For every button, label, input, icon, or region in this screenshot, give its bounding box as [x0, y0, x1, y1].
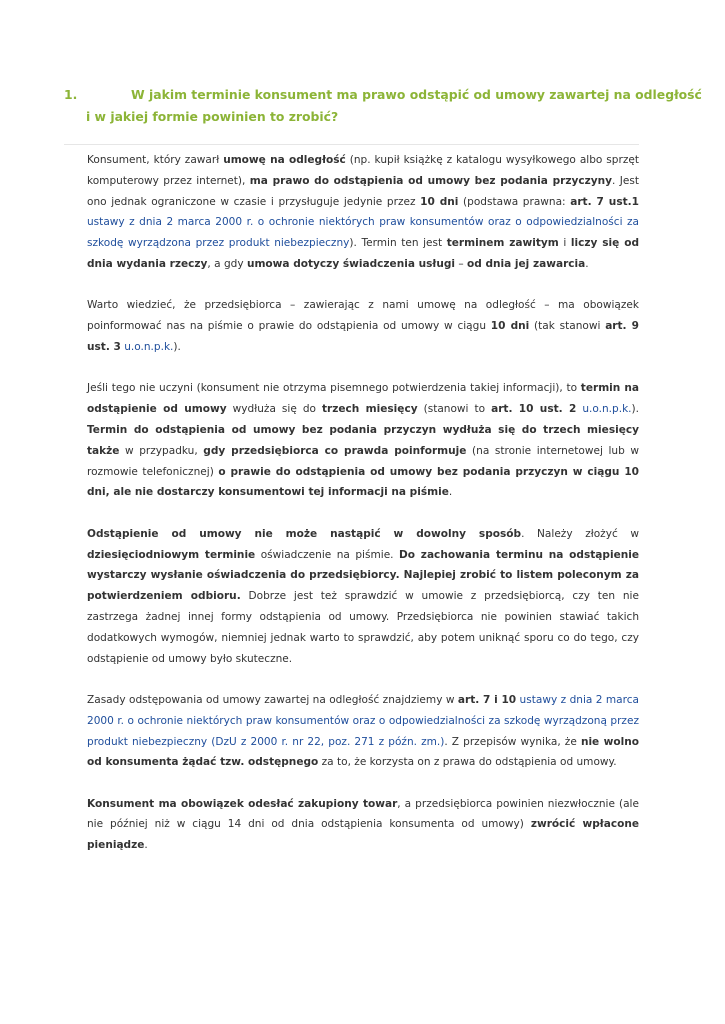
heading-divider: [64, 144, 639, 145]
text: (podstawa prawna:: [458, 195, 571, 208]
text: . Z przepisów wynika, że: [444, 735, 581, 748]
paragraph-information-duty: [87, 295, 639, 357]
paragraph-return-of-goods: [87, 794, 639, 856]
emphasis: liczy się od dnia wydania rzeczy: [87, 237, 639, 270]
emphasis: trzech miesięcy: [322, 403, 418, 416]
law-reference: u.o.n.p.k.: [576, 403, 632, 416]
emphasis: od dnia jej zawarcia: [466, 257, 586, 270]
text: Warto wiedzieć, że przedsiębiorca – zawierając z nami umowę na odległość – ma obowiązek poinformować nas na piśmie o prawie do odstąpienia od umowy w ciągu: [87, 299, 639, 333]
law-reference: u.o.n.p.k.: [120, 340, 174, 353]
law-reference: ustawy z dnia 2 marca 2000 r. o ochronie niektórych praw konsumentów oraz o odpowiedzialności za szkodę wyrządzona przez produkt niebezpieczny: [87, 216, 639, 250]
text: za to, że korzysta on z prawa do odstąpienia od umowy.: [318, 756, 617, 769]
text: (tak stanowi: [529, 320, 606, 333]
emphasis: umowa dotyczy świadczenia usługi: [246, 257, 455, 270]
emphasis: Termin do odstąpienia od umowy bez podania przyczyn wydłuża się do trzech miesięcy także: [87, 423, 639, 457]
emphasis: Odstąpienie od umowy nie może nastąpić w dowolny sposób: [87, 527, 522, 540]
emphasis: Do zachowania terminu na odstąpienie wystarczy wysłanie oświadczenia do przedsiębiorcy. Najlepiej zrobić to listem poleconym za potwierdzeniem odbioru.: [87, 548, 640, 603]
answer-body: [87, 150, 639, 877]
emphasis: nie wolno od konsumenta żądać tzw. odstępnego: [87, 735, 639, 769]
text: , a przedsiębiorca powinien niezwłocznie (ale nie później niż w ciągu 14 dni od dnia odstąpienia konsumenta od umowy): [87, 797, 639, 831]
text: w przypadku,: [119, 444, 204, 457]
emphasis: terminem zawitym: [446, 237, 559, 250]
emphasis: 10 dni: [490, 320, 530, 333]
text: wydłuża się do: [226, 403, 323, 416]
text: . Jest ono jednak ograniczone w czasie i przysługuje jedynie przez: [87, 174, 639, 208]
emphasis: art. 9 ust. 3: [87, 320, 639, 353]
paragraph-withdrawal-right: [87, 150, 639, 275]
text: Dobrze jest też sprawdzić w umowie z przedsiębiorcą, czy ten nie zastrzega żadnej innej formy odstąpienia od umowy. Przedsiębiorca nie powinien stawiać takich dodatkowych wymogów, niemniej jednak warto to sprawdzić, aby potem uniknąć sporu co do tego, czy odstąpienie od umowy było skuteczne.: [87, 590, 639, 665]
text: –: [455, 257, 467, 270]
text: Konsument, który zawarł: [87, 154, 224, 166]
text: , a gdy: [207, 257, 247, 270]
text: oświadczenie na piśmie.: [255, 548, 400, 561]
text: .: [585, 257, 589, 270]
question-number: 1.: [64, 87, 78, 102]
text: (na stronie internetowej lub w rozmowie telefonicznej): [87, 444, 639, 478]
emphasis: o prawie do odstąpienia od umowy bez podania przyczyn w ciągu 10 dni, ale nie dostarczy konsumentowi tej informacji na piśmie: [87, 465, 639, 499]
text: .: [144, 839, 148, 852]
paragraph-extended-term: [87, 378, 639, 503]
text: Zasady odstępowania od umowy zawartej na odległość znajdziemy w: [87, 693, 458, 706]
text: i: [558, 237, 571, 250]
text: (stanowi to: [417, 403, 492, 416]
emphasis: termin na odstąpienie od umowy: [87, 382, 639, 416]
emphasis: zwrócić wpłacone pieniądze: [87, 818, 639, 852]
law-reference: ustawy z dnia 2 marca 2000 r. o ochronie niektórych praw konsumentów oraz o odpowiedzialności za szkodę wyrządzoną przez produkt niebezpieczny (DzU z 2000 r. nr 22, poz. 271 z późn. zm.): [87, 693, 639, 748]
text: Jeśli tego nie uczyni (konsument nie otrzyma pisemnego potwierdzenia takiej informacji), to: [87, 382, 581, 395]
emphasis: art. 10 ust. 2: [491, 403, 577, 416]
question-title-line2: i w jakiej formie powinien to zrobić?: [86, 109, 339, 124]
emphasis: umowę na odległość: [223, 154, 346, 166]
emphasis: ma prawo do odstąpienia od umowy bez podania przyczyny: [249, 174, 613, 187]
paragraph-legal-basis: [87, 690, 639, 773]
emphasis: gdy przedsiębiorca co prawda poinformuje: [203, 444, 467, 457]
question-title-line1: W jakim terminie konsument ma prawo odstąpić od umowy zawartej na odległość: [131, 87, 702, 102]
text: ). Termin ten jest: [349, 237, 447, 250]
text: . Należy złożyć w: [521, 527, 639, 540]
emphasis: dziesięciodniowym terminie: [87, 548, 256, 561]
emphasis: 10 dni: [420, 195, 459, 208]
emphasis: Konsument ma obowiązek odesłać zakupiony towar: [87, 797, 398, 810]
text: ).: [631, 403, 640, 416]
emphasis: art. 7 i 10: [457, 693, 517, 706]
text: ).: [173, 340, 181, 353]
emphasis: art. 7 ust.1: [570, 195, 639, 208]
text: .: [448, 486, 453, 499]
text: (np. kupił książkę z katalogu wysyłkowego albo sprzęt komputerowy przez internet),: [87, 154, 639, 187]
question-heading: [64, 84, 702, 128]
paragraph-form-of-withdrawal: [87, 524, 639, 670]
